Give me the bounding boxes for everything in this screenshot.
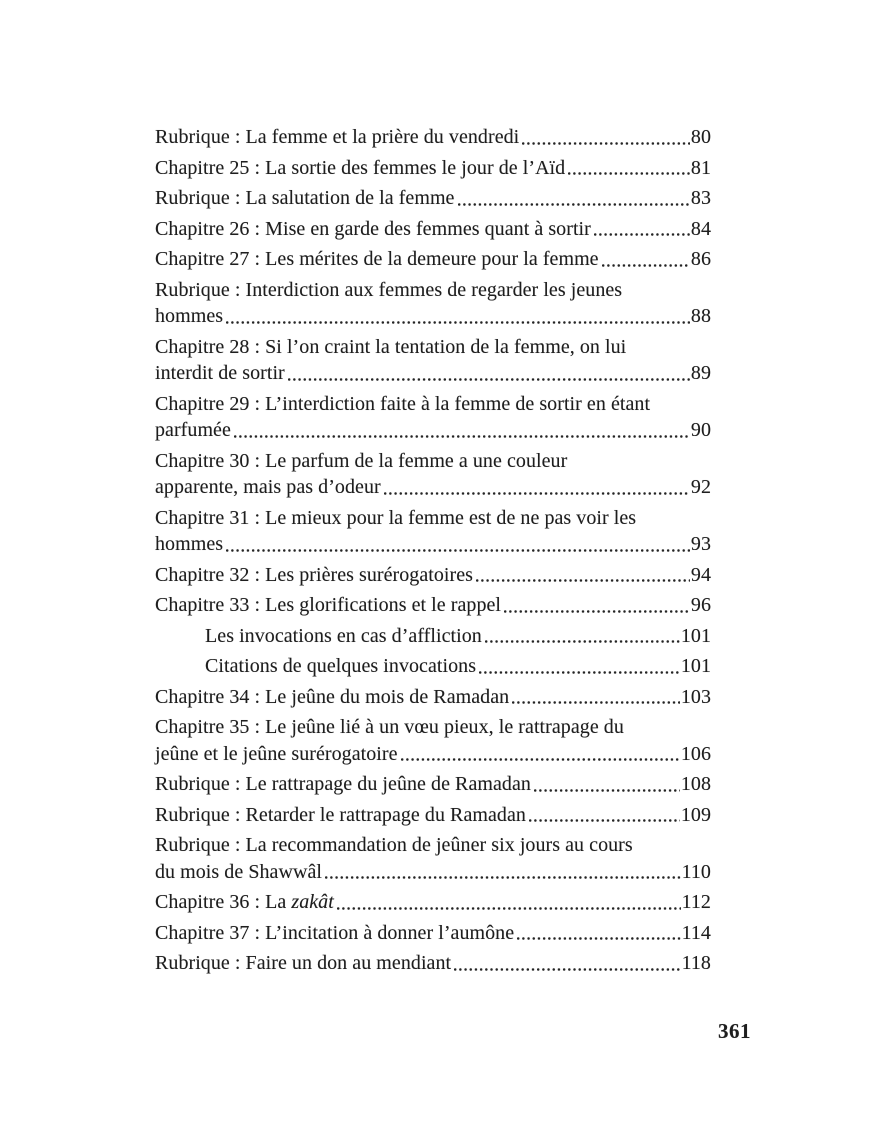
dot-leader <box>512 701 680 704</box>
toc-page-number: 80 <box>690 126 711 148</box>
toc-entry-title: parfumée <box>155 419 231 441</box>
toc-entry <box>155 832 711 885</box>
toc-entry <box>155 448 711 501</box>
dot-leader <box>522 142 690 145</box>
toc-line <box>155 185 711 212</box>
dot-leader <box>226 549 690 552</box>
toc-line <box>155 334 711 361</box>
toc-line <box>155 124 711 151</box>
dot-leader <box>529 819 680 822</box>
toc-line <box>155 216 711 243</box>
toc-entry <box>155 653 711 680</box>
toc-entry <box>155 684 711 711</box>
toc-page-number: 108 <box>680 773 711 795</box>
toc-page-number: 90 <box>690 419 711 441</box>
toc-entry-title: Chapitre 26 : Mise en garde des femmes quant à sortir <box>155 217 591 240</box>
toc-entry <box>155 124 711 151</box>
toc-line <box>155 859 711 886</box>
toc-entry-title: du mois de Shawwâl <box>155 860 322 883</box>
toc-entry <box>155 391 711 444</box>
toc-entry-title: Rubrique : La recommandation de jeûner six jours au cours <box>155 834 633 856</box>
toc-line <box>155 303 711 330</box>
toc-line <box>205 623 711 650</box>
dot-leader <box>594 233 690 236</box>
toc-page-number: 89 <box>690 362 711 384</box>
toc-entry-title: Chapitre 36 : La zakât <box>155 891 334 913</box>
toc-line <box>155 741 711 768</box>
toc-entry-title: Rubrique : La femme et la prière du vendredi <box>155 126 520 148</box>
toc-line <box>205 653 711 680</box>
toc-page-number: 93 <box>690 533 711 555</box>
toc-page-number: 83 <box>690 187 711 209</box>
toc-page-number: 94 <box>690 563 711 586</box>
toc-entry-title: Citations de quelques invocations <box>205 655 477 677</box>
dot-leader <box>325 876 681 879</box>
toc-entry-title: interdit de sortir <box>155 362 285 384</box>
toc-entry-title: jeûne et le jeûne surérogatoire <box>155 742 398 765</box>
toc-line <box>155 592 711 619</box>
toc-entry-title: Rubrique : La salutation de la femme <box>155 187 455 209</box>
toc-entry-title: Rubrique : Faire un don au mendiant <box>155 952 452 974</box>
dot-leader <box>479 671 680 674</box>
toc-entry-title: Chapitre 31 : Le mieux pour la femme est de ne pas voir les <box>155 506 637 529</box>
toc-entry <box>155 714 711 767</box>
toc-line <box>155 684 711 711</box>
toc-line <box>155 889 711 916</box>
toc-entry-title: apparente, mais pas d’odeur <box>155 476 381 498</box>
toc-line <box>155 391 711 418</box>
toc-page-number: 106 <box>680 742 711 765</box>
toc-line <box>155 562 711 589</box>
toc-entry-title: Chapitre 25 : La sortie des femmes le jour de l’Aïd <box>155 156 566 179</box>
toc-page-number: 96 <box>690 594 711 616</box>
toc-page-number: 92 <box>690 476 711 498</box>
dot-leader <box>226 321 690 324</box>
toc-line <box>155 531 711 558</box>
toc-line <box>155 832 711 859</box>
dot-leader <box>384 492 690 495</box>
toc-line <box>155 802 711 829</box>
toc-entry <box>155 771 711 798</box>
toc-page-number: 88 <box>690 305 711 327</box>
toc-line <box>155 950 711 977</box>
toc-entry <box>155 592 711 619</box>
toc-line <box>155 505 711 532</box>
toc-entry <box>155 246 711 273</box>
toc-line <box>155 417 711 444</box>
toc-page-number: 101 <box>680 655 711 677</box>
dot-leader <box>401 758 680 761</box>
toc-entry-title: hommes <box>155 533 224 555</box>
toc-entry-title: Rubrique : Le rattrapage du jeûne de Ramadan <box>155 773 531 795</box>
toc-line <box>155 771 711 798</box>
toc-entry-title: Chapitre 28 : Si l’on craint la tentation de la femme, on lui <box>155 335 627 358</box>
page-number: 361 <box>718 1019 751 1043</box>
toc-entry <box>155 216 711 243</box>
toc-entry-title: Les invocations en cas d’affliction <box>205 624 482 647</box>
toc-line <box>155 448 711 475</box>
toc-line <box>155 246 711 273</box>
toc-entry-title: Chapitre 29 : L’interdiction faite à la femme de sortir en étant <box>155 392 651 415</box>
toc-page-number: 103 <box>680 685 711 708</box>
dot-leader <box>485 640 680 643</box>
toc-entry-title: Chapitre 33 : Les glorifications et le rappel <box>155 594 502 616</box>
toc-entry <box>155 562 711 589</box>
toc-entry <box>155 802 711 829</box>
toc-page-number: 86 <box>690 248 711 270</box>
toc-page-number: 109 <box>680 803 711 826</box>
toc-entry <box>155 623 711 650</box>
toc-page-number: 110 <box>681 860 711 883</box>
toc-entry-title: Rubrique : Retarder le rattrapage du Ramadan <box>155 803 526 826</box>
dot-leader <box>517 937 680 940</box>
dot-leader <box>234 435 690 438</box>
toc-line <box>155 277 711 304</box>
dot-leader <box>602 264 690 267</box>
toc-entry-title: Chapitre 30 : Le parfum de la femme a une couleur <box>155 449 568 472</box>
toc-entry-title: Chapitre 34 : Le jeûne du mois de Ramadan <box>155 685 510 708</box>
toc-page-number: 114 <box>681 921 711 944</box>
toc-entry <box>155 334 711 387</box>
dot-leader <box>458 203 690 206</box>
toc-entry-title: Chapitre 35 : Le jeûne lié à un vœu pieux, le rattrapage du <box>155 716 624 738</box>
toc-list <box>155 124 711 981</box>
toc-page-number: 101 <box>680 624 711 647</box>
toc-entry <box>155 277 711 330</box>
toc-page-number: 81 <box>690 156 711 179</box>
toc-entry <box>155 889 711 916</box>
toc-line <box>155 714 711 741</box>
toc-entry-title: hommes <box>155 305 224 327</box>
toc-line <box>155 155 711 182</box>
toc-entry-title: Chapitre 32 : Les prières surérogatoires <box>155 563 474 586</box>
toc-entry <box>155 155 711 182</box>
toc-line <box>155 474 711 501</box>
dot-leader <box>454 968 680 971</box>
toc-entry-title: Chapitre 37 : L’incitation à donner l’aumône <box>155 921 515 944</box>
toc-line <box>155 920 711 947</box>
toc-page-number: 112 <box>681 891 711 913</box>
toc-page-number: 118 <box>681 952 711 974</box>
toc-entry <box>155 185 711 212</box>
dot-leader <box>534 789 680 792</box>
toc-entry <box>155 505 711 558</box>
dot-leader <box>568 172 690 175</box>
toc-line <box>155 360 711 387</box>
dot-leader <box>337 907 681 910</box>
toc-entry-title: Chapitre 27 : Les mérites de la demeure pour la femme <box>155 248 599 270</box>
dot-leader <box>504 610 690 613</box>
toc-entry <box>155 950 711 977</box>
dot-leader <box>476 579 690 582</box>
toc-entry <box>155 920 711 947</box>
toc-page-number: 84 <box>690 217 711 240</box>
toc-entry-title: Rubrique : Interdiction aux femmes de regarder les jeunes <box>155 278 623 301</box>
dot-leader <box>288 378 690 381</box>
